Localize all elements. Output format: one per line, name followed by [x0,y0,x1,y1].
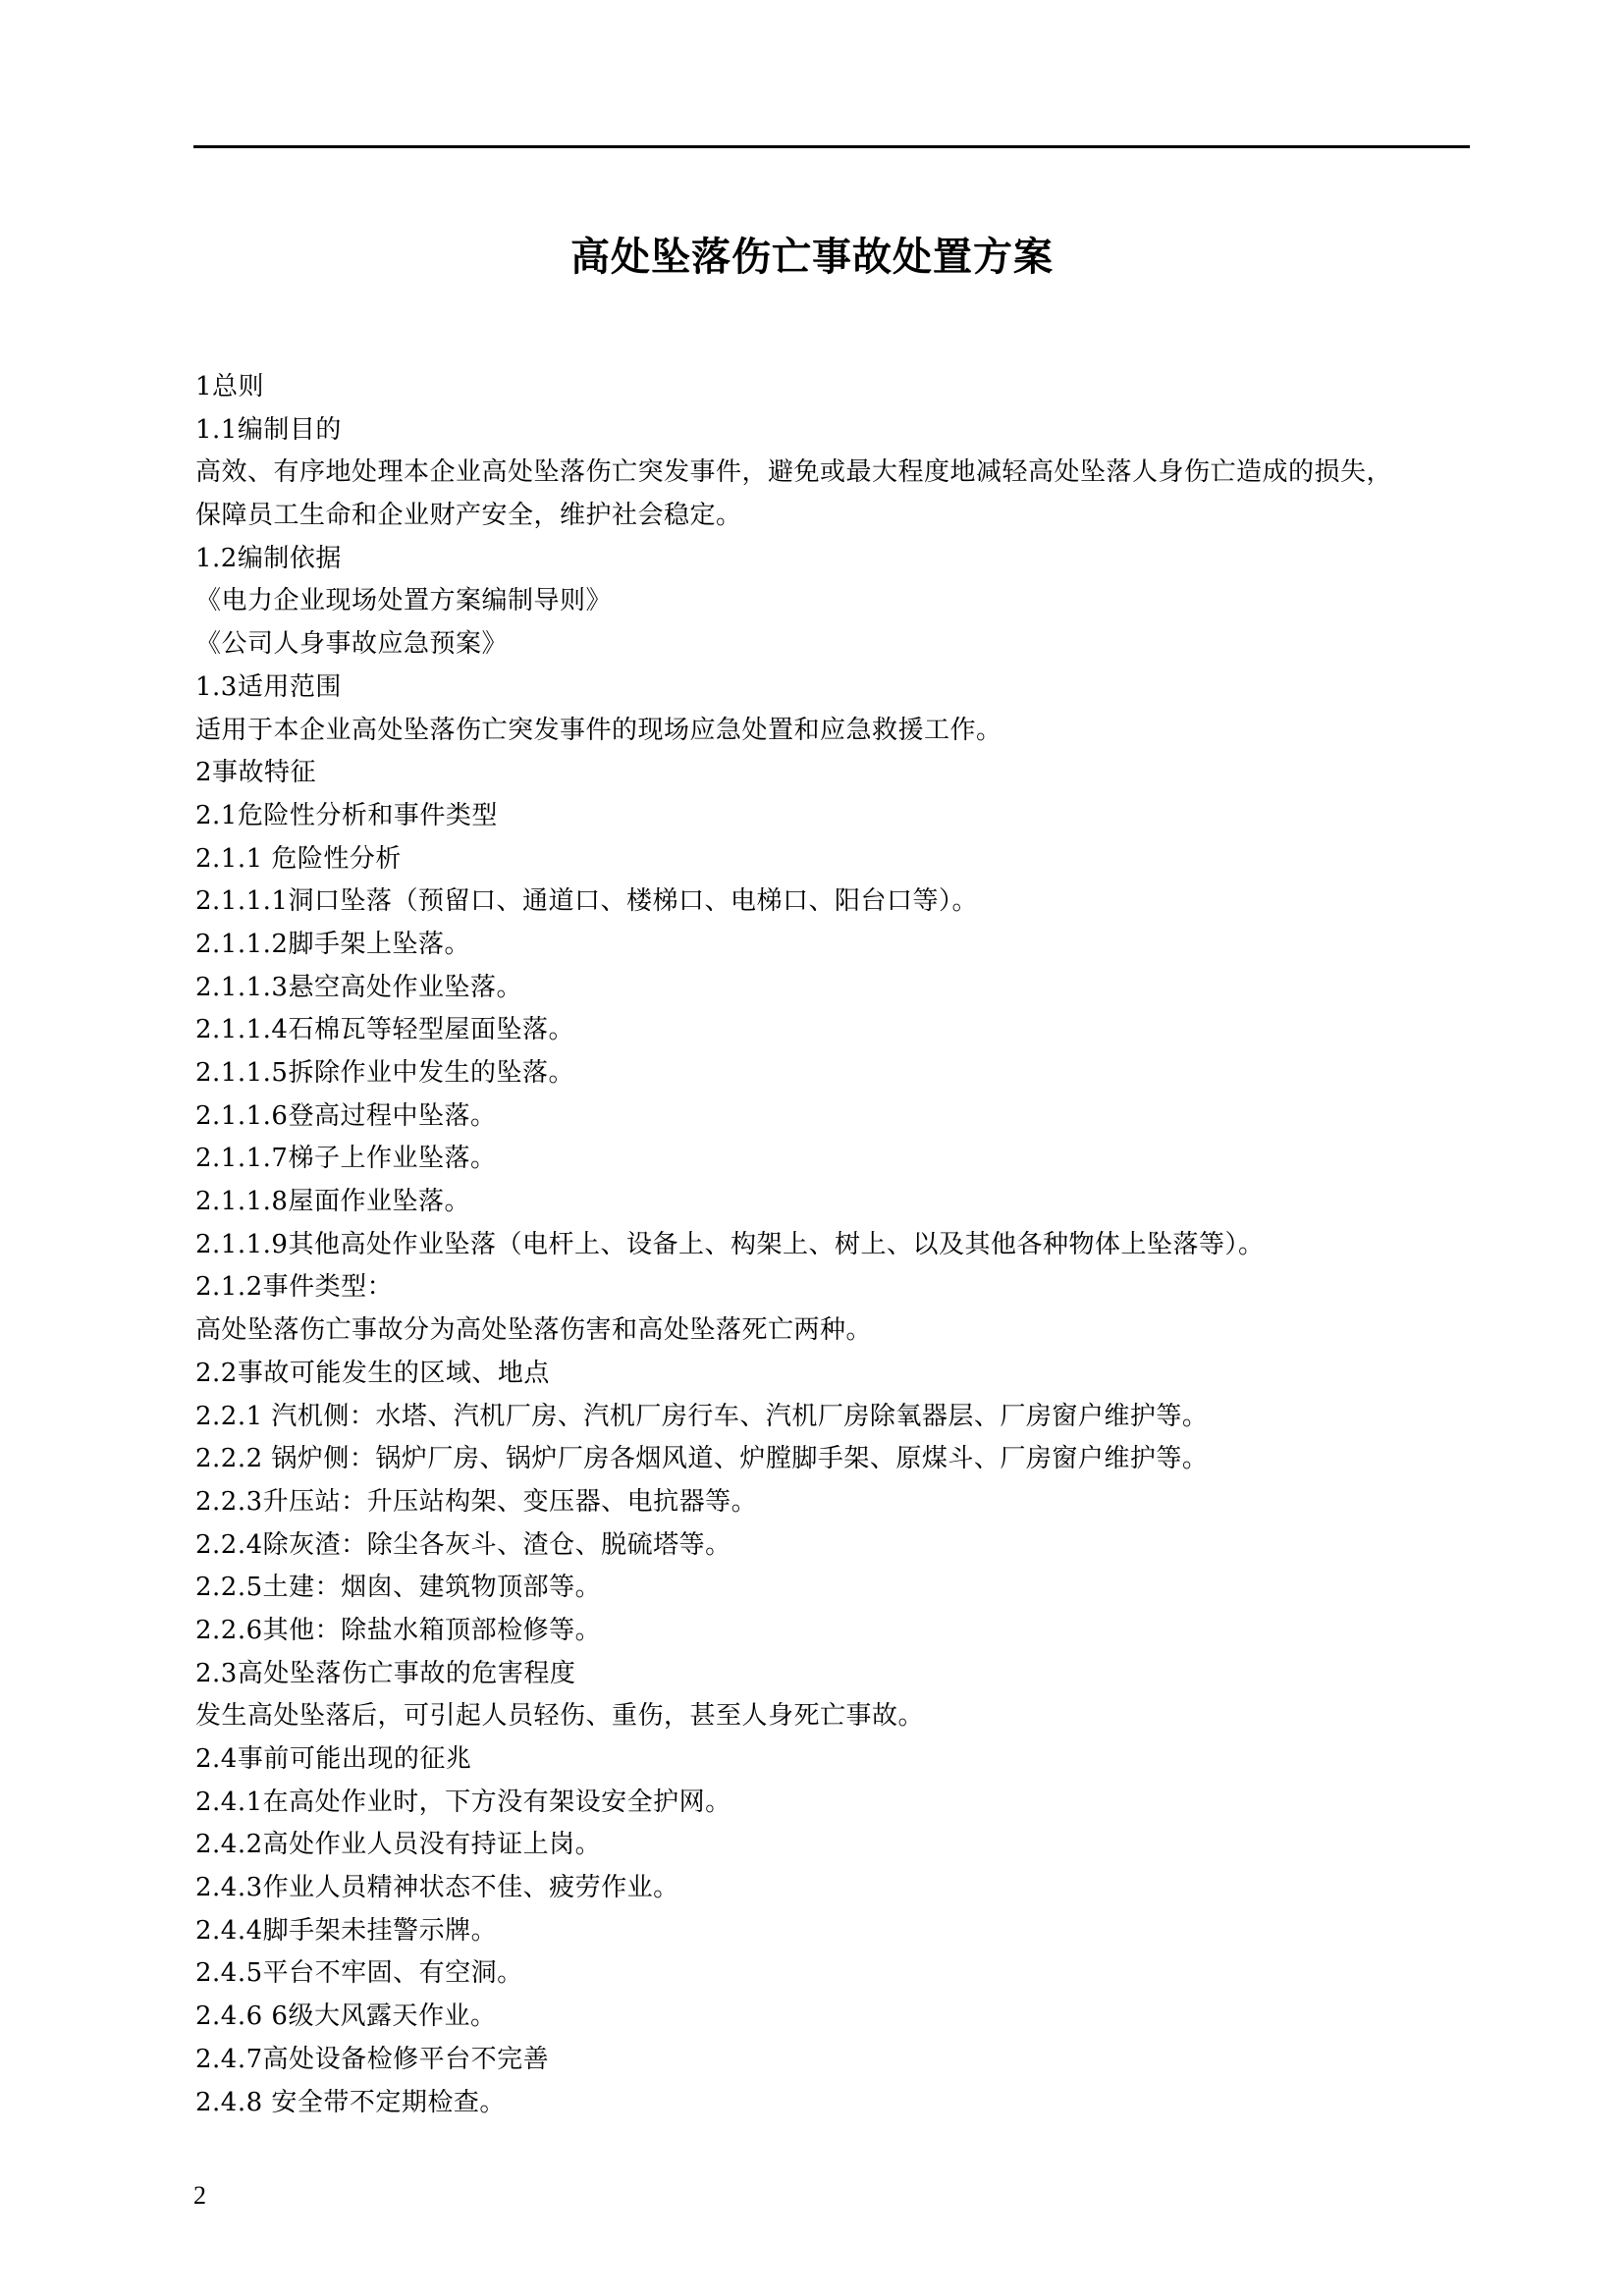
paragraph-line: 高效、有序地处理本企业高处坠落伤亡突发事件，避免或最大程度地减轻高处坠落人身伤亡造成的损失， [195,457,1393,488]
list-item: 2.4.1在高处作业时，下方没有架设安全护网。 [195,1787,731,1817]
subsection-heading-areas: 2.2事故可能发生的区域、地点 [195,1358,550,1388]
page-number: 2 [193,2181,206,2210]
list-item: 2.4.3作业人员精神状态不佳、疲劳作业。 [195,1873,679,1903]
list-item: 2.4.6 6级大风露天作业。 [195,2002,497,2032]
list-item: 2.1.1.4石棉瓦等轻型屋面坠落。 [195,1015,574,1045]
paragraph-line: 高处坠落伤亡事故分为高处坠落伤害和高处坠落死亡两种。 [195,1315,873,1346]
list-item: 2.2.2 锅炉侧：锅炉厂房、锅炉厂房各烟风道、炉膛脚手架、原煤斗、厂房窗户维护等。 [195,1444,1209,1474]
header-rule [193,145,1470,148]
list-item: 2.2.6其他：除盐水箱顶部检修等。 [195,1615,602,1645]
subsection-heading-warning-signs: 2.4事前可能出现的征兆 [195,1744,472,1774]
document-title: 高处坠落伤亡事故处置方案 [570,235,1054,280]
subsection-heading-event-types: 2.1.2事件类型： [195,1272,394,1303]
reference-item: 《电力企业现场处置方案编制导则》 [195,586,613,616]
list-item: 2.4.4脚手架未挂警示牌。 [195,1915,498,1946]
list-item: 2.4.5平台不牢固、有空洞。 [195,1958,523,1989]
list-item: 2.2.5土建：烟囱、建筑物顶部等。 [195,1573,602,1603]
subsection-heading-severity: 2.3高处坠落伤亡事故的危害程度 [195,1658,576,1688]
subsection-heading-risk: 2.1.1 危险性分析 [195,843,402,874]
list-item: 2.1.1.5拆除作业中发生的坠落。 [195,1058,574,1088]
list-item: 2.1.1.9其他高处作业坠落（电杆上、设备上、构架上、树上、以及其他各种物体上坠落等）。 [195,1229,1265,1259]
list-item: 2.1.1.3悬空高处作业坠落。 [195,972,522,1002]
subsection-heading-scope: 1.3适用范围 [195,671,342,702]
list-item: 2.1.1.2脚手架上坠落。 [195,929,470,959]
section-heading-general: 1总则 [195,372,265,401]
section-heading-characteristics: 2事故特征 [195,758,317,788]
list-item: 2.2.3升压站：升压站构架、变压器、电抗器等。 [195,1486,758,1517]
list-item: 2.4.2高处作业人员没有持证上岗。 [195,1830,602,1860]
list-item: 2.4.8 安全带不定期检查。 [195,2087,506,2117]
document-body [195,366,1531,2124]
list-item: 2.4.7高处设备检修平台不完善 [195,2044,550,2074]
list-item: 2.1.1.6登高过程中坠落。 [195,1100,497,1131]
reference-item: 《公司人身事故应急预案》 [195,629,509,660]
subsection-heading-purpose: 1.1编制目的 [195,414,342,445]
list-item: 2.2.1 汽机侧：水塔、汽机厂房、汽机厂房行车、汽机厂房除氧器层、厂房窗户维护等。 [195,1401,1209,1431]
list-item: 2.1.1.8屋面作业坠落。 [195,1187,470,1217]
subsection-heading-basis: 1.2编制依据 [195,543,342,573]
list-item: 2.2.4除灰渣：除尘各灰斗、渣仓、脱硫塔等。 [195,1529,731,1560]
subsection-heading-risk-analysis: 2.1危险性分析和事件类型 [195,800,498,830]
paragraph-line: 发生高处坠落后，可引起人员轻伤、重伤，甚至人身死亡事故。 [195,1701,925,1732]
paragraph-line: 适用于本企业高处坠落伤亡突发事件的现场应急处置和应急救援工作。 [195,715,1002,745]
list-item: 2.1.1.1洞口坠落（预留口、通道口、楼梯口、电梯口、阳台口等）。 [195,886,978,917]
list-item: 2.1.1.7梯子上作业坠落。 [195,1144,497,1174]
paragraph-line: 保障员工生命和企业财产安全，维护社会稳定。 [195,501,742,531]
